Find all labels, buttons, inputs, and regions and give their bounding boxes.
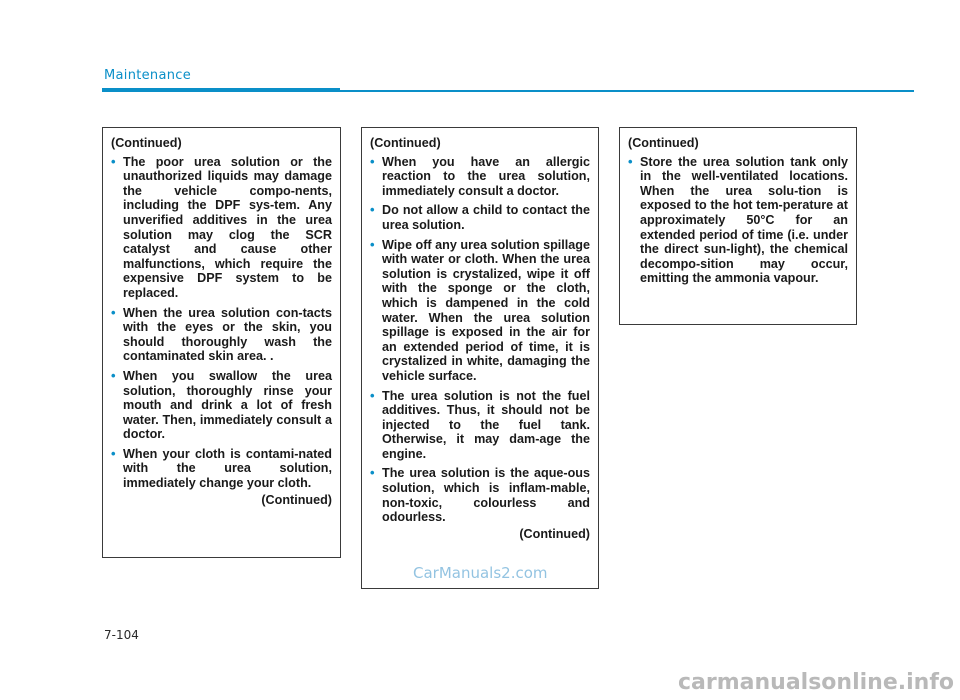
continued-footer: (Continued) [261,492,332,507]
bullet-list [628,155,848,286]
list-item [111,447,332,491]
warning-box-3 [619,127,857,325]
bullet-icon: • [370,236,375,252]
bullet-icon: • [111,445,116,461]
continued-heading: (Continued) [370,136,441,150]
bullet-list [370,155,590,525]
list-item [111,306,332,364]
section-title: Maintenance [104,68,192,83]
list-item [370,466,590,524]
list-item-text: Wipe off any urea solution spillage with water or cloth. When the urea solution is crystalized, wipe it off with the sponge or the cloth, which is dampened in the cold water. When the urea solution spillage is exposed in the air for an extended period of time, it is crystalized in white, damaging the vehicle surface. [382,237,590,383]
list-item-text: When the urea solution con-tacts with the eyes or the skin, you should thoroughly wash the contaminated skin area. . [123,305,332,364]
bullet-icon: • [370,387,375,403]
bullet-icon: • [370,153,375,169]
list-item-text: The urea solution is not the fuel additives. Thus, it should not be injected to the fuel tank. Otherwise, it may dam-age the engine. [382,388,590,461]
list-item-text: When your cloth is contami-nated with the urea solution, immediately change your cloth. [123,446,332,491]
list-item [370,389,590,462]
bullet-icon: • [370,465,375,481]
list-item-text: Do not allow a child to contact the urea solution. [382,203,590,232]
list-item-text: The urea solution is the aque-ous solution, which is inflam-mable, non-toxic, colourless and odourless. [382,466,590,525]
continued-footer: (Continued) [519,526,590,541]
bullet-icon: • [370,202,375,218]
continued-heading: (Continued) [111,136,182,150]
continued-heading: (Continued) [628,136,699,150]
list-item [370,238,590,384]
list-item [370,203,590,232]
watermark-carmanuals: CarManuals2.com [413,564,548,582]
list-item-text: Store the urea solution tank only in the well-ventilated locations. When the urea solu-tion is exposed to the hot tem-perature at approximately 50°C for an extended period of time (i.e. under the direct sun-light), the chemical decompo-sition may occur, emitting the ammonia vapour. [640,154,848,286]
list-item-text: When you have an allergic reaction to the urea solution, immediately consult a doctor. [382,154,590,198]
watermark-site: carmanualsonline.info [678,670,954,695]
warning-box-1 [102,127,341,558]
list-item [370,155,590,199]
warning-box-2 [361,127,599,589]
list-item [111,155,332,301]
bullet-icon: • [111,153,116,169]
list-item-text: The poor urea solution or the unauthorized liquids may damage the vehicle compo-nents, including the DPF sys-tem. Any unverified additives in the urea solution may clog the SCR catalyst and cause other malfunctions, which require the expensive DPF system to be replaced. [123,154,332,300]
list-item [111,369,332,442]
header-rule-thin [340,90,914,92]
list-item [628,155,848,286]
bullet-icon: • [628,153,633,169]
list-item-text: When you swallow the urea solution, thoroughly rinse your mouth and drink a lot of fresh water. Then, immediately consult a doctor. [123,368,332,442]
page-number: 7-104 [104,628,139,642]
bullet-icon: • [111,304,116,320]
bullet-icon: • [111,367,116,383]
bullet-list [111,155,332,491]
header-rule-thick [102,88,340,92]
